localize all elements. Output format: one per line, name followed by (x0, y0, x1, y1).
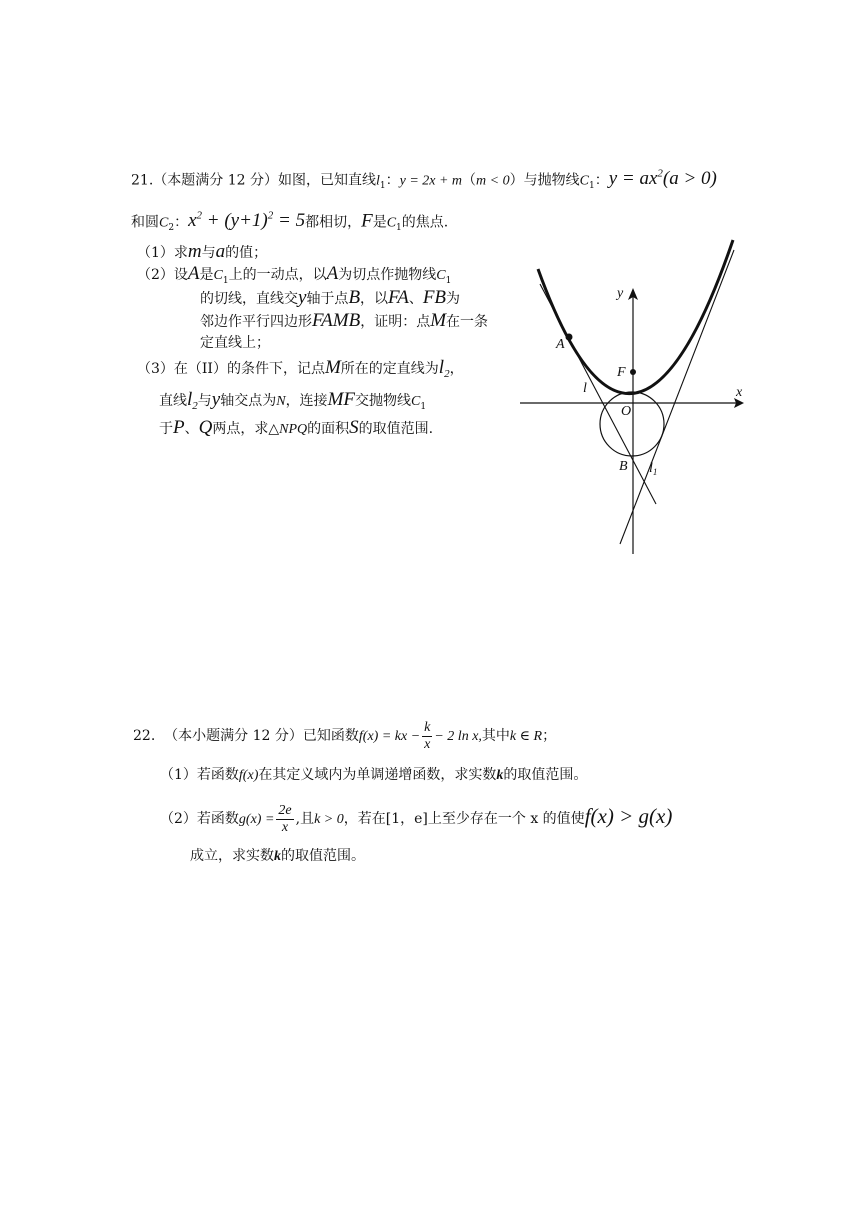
l1-equation: y = 2x + m (399, 173, 463, 189)
label-l1: $l_1$ (649, 461, 658, 477)
q22-part2-line1: （2）若函数g(x) = $\frac{2e}{x}$ ,且k > 0，若在[1，e]上至少存在一个 x 的值使f(x) > g(x) (160, 802, 673, 835)
q22-number: 22. (133, 728, 156, 744)
q21-part2-line2: 的切线，直线交y轴于点B，以FA、FB为 (200, 287, 461, 308)
label-o: O (621, 404, 632, 419)
label-b: B (619, 459, 628, 474)
q21-circle-line: 和圆$C_2$：$x^2 + (y+1)^2 = 5$都相切，F是$C_1$的焦点. (131, 210, 449, 234)
fraction-2e-over-x: $\frac{2e}{x}$ (278, 802, 292, 835)
q21-part3-line3: 于P、Q两点，求△NPQ的面积S的取值范围. (159, 417, 434, 438)
q21-part2-line4: 定直线上； (200, 335, 270, 351)
line-l1 (620, 250, 734, 544)
c2-equation: $x^2 + (y+1)^2 = 5$ (188, 210, 306, 232)
point-f (630, 369, 636, 375)
label-x: x (736, 385, 743, 400)
label-a: A (556, 337, 565, 352)
q21-part2-line1: （2）设A是$C_1$上的一动点，以A为切点作抛物线$C_1$ (137, 263, 452, 286)
fraction-k-over-x: $\frac{k}{x}$ (424, 719, 431, 752)
q22-part2-line2: 成立，求实数k的取值范围。 (190, 848, 365, 864)
q22-header-line: 22. （本小题满分 12 分）已知函数f(x) = kx − $\frac{k}{x}$ − 2 ln x,其中k ∈ R； (133, 719, 557, 752)
circle-c2 (600, 392, 664, 456)
label-f: F (617, 365, 626, 380)
q21-number: 21. (131, 172, 154, 189)
q21-part3-line1: （3）在（II）的条件下，记点M所在的定直线为$l_2$， (137, 357, 464, 380)
q21-part2-line3: 邻边作平行四边形FAMB，证明：点M在一条 (200, 310, 489, 331)
q21-figure (516, 232, 752, 558)
q21-part1: （1）求m与a的值； (137, 241, 268, 262)
tangent-line-l (540, 284, 656, 504)
label-l: l (583, 381, 587, 396)
q21-part3-line2: 直线$l_2$与y轴交点为N，连接MF交抛物线$C_1$ (159, 389, 427, 412)
label-y: y (617, 286, 624, 301)
q21-header-text: （本题满分 12 分）如图，已知直线 (153, 172, 376, 189)
q22-part1: （1）若函数f(x)在其定义域内为单调递增函数，求实数k的取值范围。 (160, 767, 588, 783)
q21-header-line: 21.（本题满分 12 分）如图，已知直线$l_1$：y = 2x + m（m < 0）与抛物线$C_1$：$y = ax^2(a > 0)$ (131, 168, 717, 192)
point-a (566, 334, 573, 341)
c1-equation: $y = ax^2(a > 0)$ (608, 168, 717, 190)
